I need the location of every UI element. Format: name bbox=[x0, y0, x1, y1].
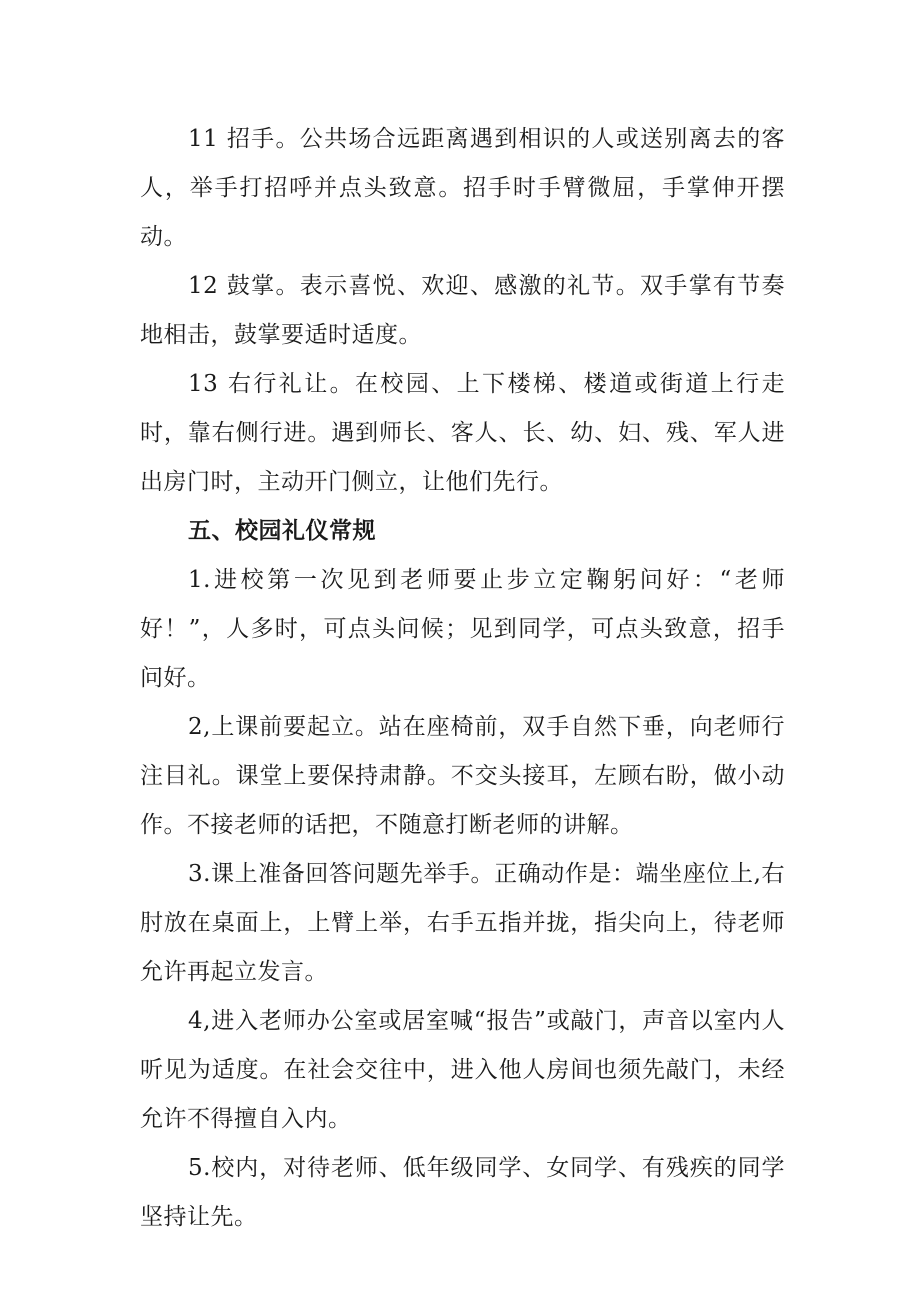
paragraph-applause: 12 鼓掌。表示喜悦、欢迎、感激的礼节。双手掌有节奏地相击，鼓掌要适时适度。 bbox=[140, 273, 785, 348]
paragraph-raise-hand: 3.课上准备回答问题先举手。正确动作是：端坐座位上,右肘放在桌面上，上臂上举，右手五指并拢，指尖向上，待老师允许再起立发言。 bbox=[140, 861, 785, 985]
paragraph-yield: 5.校内，对待老师、低年级同学、女同学、有残疾的同学坚持让先。 bbox=[140, 1155, 785, 1230]
paragraph-keep-right: 13 右行礼让。在校园、上下楼梯、楼道或街道上行走时，靠右侧行进。遇到师长、客人、长、幼、妇、残、军人进出房门时，主动开门侧立，让他们先行。 bbox=[140, 371, 785, 495]
paragraph-class-start: 2,上课前要起立。站在座椅前，双手自然下垂，向老师行注目礼。课堂上要保持肃静。不交头接耳，左顾右盼，做小动作。不接老师的话把，不随意打断老师的讲解。 bbox=[140, 714, 785, 838]
document-body bbox=[140, 115, 785, 1242]
paragraph-waving: 11 招手。公共场合远距离遇到相识的人或送别离去的客人，举手打招呼并点头致意。招手时手臂微屈，手掌伸开摆动。 bbox=[140, 126, 785, 250]
paragraph-greeting-teacher: 1.进校第一次见到老师要止步立定鞠躬问好：“老师好！”，人多时，可点头问候；见到同学，可点头致意，招手问好。 bbox=[140, 567, 785, 691]
section-heading: 五、校园礼仪常规 bbox=[188, 518, 376, 544]
paragraph-enter-office: 4,进入老师办公室或居室喊“报告”或敲门，声音以室内人听见为适度。在社会交往中，进入他人房间也须先敲门，未经允许不得擅自入内。 bbox=[140, 1008, 785, 1132]
